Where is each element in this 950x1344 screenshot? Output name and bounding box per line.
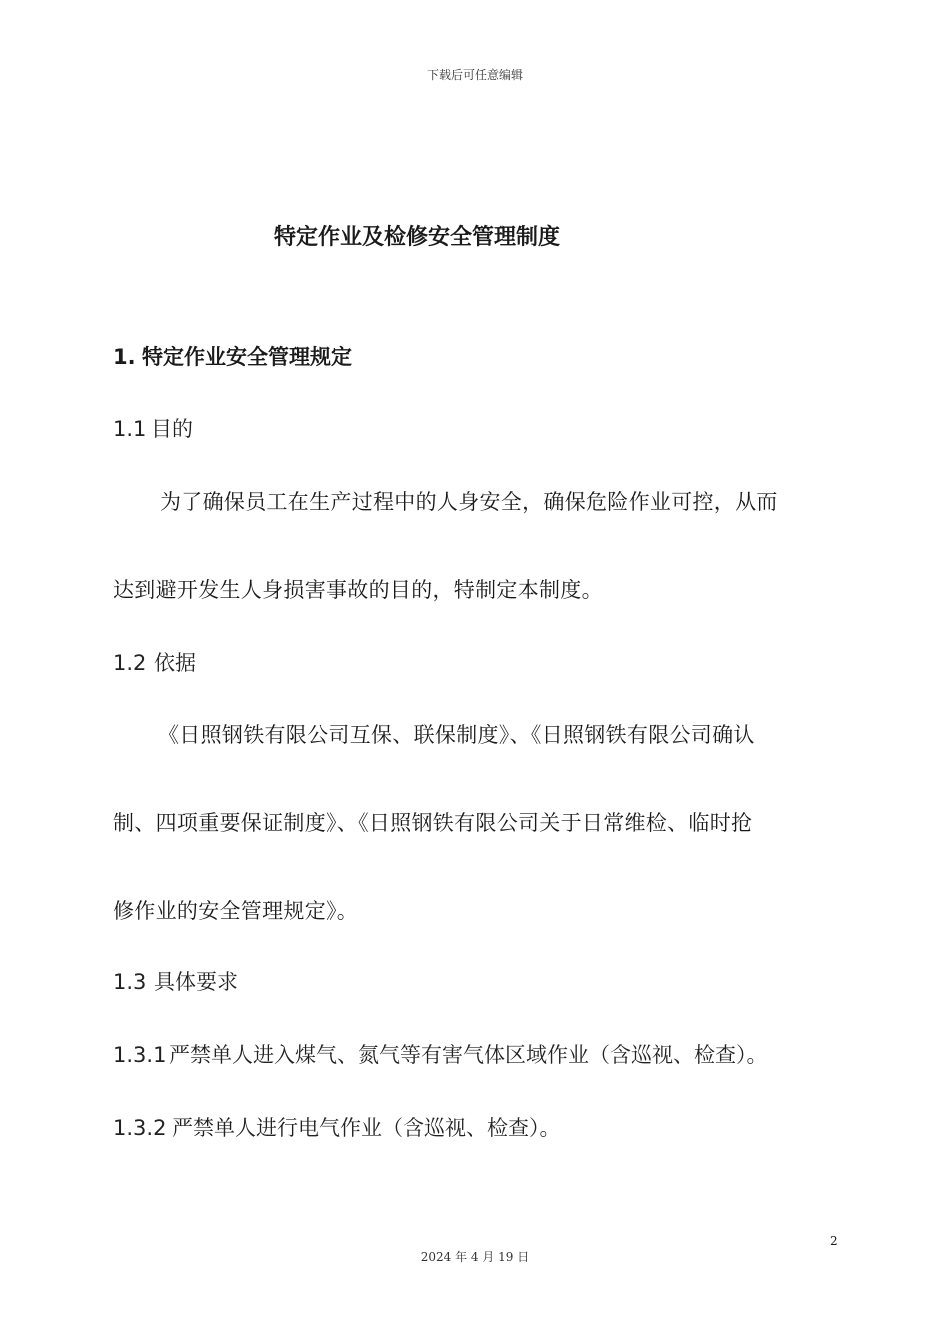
section-1-1-number: 1.1 xyxy=(113,417,147,441)
section-1-1-heading xyxy=(113,413,193,443)
requirement-1-3-1 xyxy=(113,1039,768,1069)
section-1-heading xyxy=(113,341,352,371)
requirement-1-3-2-text: 严禁单人进行电气作业（含巡视、检查）。 xyxy=(172,1116,561,1140)
section-1-3-number: 1.3 xyxy=(113,970,147,994)
requirement-1-3-2-number: 1.3.2 xyxy=(113,1116,167,1140)
section-1-3-title: 具体要求 xyxy=(154,970,238,994)
section-1-2-number: 1.2 xyxy=(113,651,147,675)
purpose-paragraph-line-2: 达到避开发生人身损害事故的目的，特制定本制度。 xyxy=(113,578,603,602)
basis-paragraph-line-2: 制、四项重要保证制度》、《日照钢铁有限公司关于日常维检、临时抢 xyxy=(113,811,753,835)
section-1-2-heading xyxy=(113,647,196,677)
document-title: 特定作业及检修安全管理制度 xyxy=(274,225,561,250)
page-header-note: 下载后可任意编辑 xyxy=(426,68,523,82)
requirement-1-3-1-text: 严禁单人进入煤气、氮气等有害气体区域作业（含巡视、检查）。 xyxy=(169,1043,768,1067)
section-1-number: 1. xyxy=(113,345,136,369)
section-1-2-title: 依据 xyxy=(154,651,196,675)
footer-date: 2024 年 4 月 19 日 xyxy=(420,1250,530,1264)
requirement-1-3-2 xyxy=(113,1112,561,1142)
purpose-paragraph-line-1: 为了确保员工在生产过程中的人身安全，确保危险作业可控，从而 xyxy=(160,490,778,514)
basis-paragraph-line-3: 修作业的安全管理规定》。 xyxy=(113,899,359,923)
section-1-title: 特定作业安全管理规定 xyxy=(142,345,352,369)
section-1-1-title: 目的 xyxy=(151,417,193,441)
basis-paragraph-line-1: 《日照钢铁有限公司互保、联保制度》、《日照钢铁有限公司确认 xyxy=(158,723,755,747)
requirement-1-3-1-number: 1.3.1 xyxy=(113,1043,167,1067)
section-1-3-heading xyxy=(113,966,238,996)
page-number: 2 xyxy=(830,1234,838,1248)
